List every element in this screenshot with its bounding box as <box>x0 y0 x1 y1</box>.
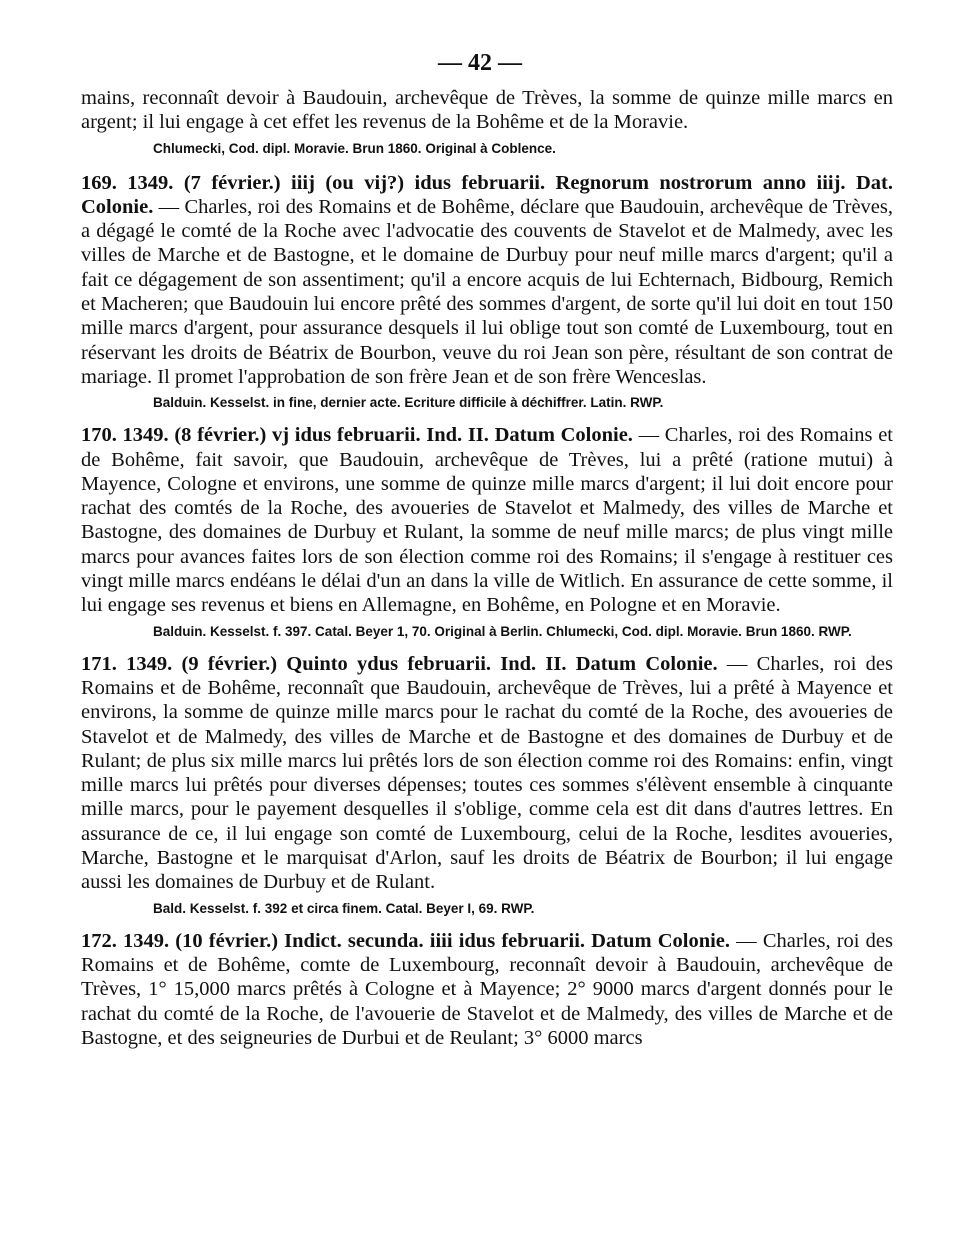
intro-source-note: Chlumecki, Cod. dipl. Moravie. Brun 1860. Original à Coblence. <box>153 140 556 156</box>
page-text <box>81 86 893 1050</box>
intro-paragraph: mains, reconnaît devoir à Baudouin, archevêque de Trèves, la somme de quinze mille marcs en argent; il lui engage à cet effet les revenus de la Bohême et de la Moravie. <box>81 87 893 134</box>
entry-body: — Charles, roi des Romains et de Bohême, fait savoir, que Baudouin, archevêque de Trèves, lui a prêté (ratione mutui) à Mayence, Cologne et environs, une somme de quinze mille marcs d'argent; il lui doit encore pour rachat des comtés de la Roche, des avoueries de Stavelot et Malmedy, des villes de Marche et Bastogne, des domaines de Durbuy et Rulant, la somme de neuf mille marcs; de plus vingt mille marcs pour avances faites lors de son élection comme roi des Romains; il s'engage à restituer ces vingt mille marcs endéans le délai d'un an dans la ville de Witlich. En assurance de cette somme, il lui engage ses revenus et biens en Allemagne, en Bohême, en Pologne et en Moravie. <box>81 424 893 617</box>
entry-172 <box>81 929 893 1050</box>
entry-source-note: Bald. Kesselst. f. 392 et circa finem. Catal. Beyer I, 69. RWP. <box>153 900 535 916</box>
entry-body: — Charles, roi des Romains et de Bohême, comte de Luxembourg, reconnaît devoir à Baudouin, archevêque de Trèves, 1° 15,000 marcs prêtés à Cologne et à Mayence; 2° 9000 marcs d'argent donnés pour le rachat du comté de la Roche, de l'avouerie de Stavelot et de Malmedy, des villes de Marche et de Bastogne, et des seigneuries de Durbui et de Reulant; 3° 6000 marcs <box>81 929 893 1049</box>
entry-170 <box>81 423 893 641</box>
entry-169 <box>81 171 893 414</box>
entry-heading: 171. 1349. (9 février.) Quinto ydus februarii. Ind. II. Datum Colonie. <box>81 652 718 675</box>
entry-171 <box>81 652 893 919</box>
entry-source-note: Balduin. Kesselst. in fine, dernier acte. Ecriture difficile à déchiffrer. Latin. RWP. <box>153 395 664 411</box>
entry-paragraph <box>81 423 893 617</box>
entry-paragraph <box>81 652 893 895</box>
intro-block <box>81 86 893 159</box>
entry-heading: 169. 1349. (7 février.) iiij (ou vij?) idus februarii. Regnorum nostrorum anno iiij. Dat. Colonie. <box>81 171 893 218</box>
entry-body: — Charles, roi des Romains et de Bohême, déclare que Baudouin, archevêque de Trèves, a dégagé le comté de la Roche avec l'advocatie des couvents de Stavelot et de Malmedy, avec les villes de Marche et de Bastogne, et le domaine de Durbuy pour neuf mille marcs d'argent; qu'il a fait ce dégagement de son assentiment; qu'il a encore acquis de lui Echternach, Bidbourg, Remich et Macheren; que Baudouin lui encore prêté des sommes d'argent, de sorte qu'il lui doit en tout 150 mille marcs d'argent, pour assurance desquels il lui oblige tout son comté de Luxembourg, tout en réservant les droits de Béatrix de Bourbon, veuve du roi Jean son père, résultant de son contrat de mariage. Il promet l'approbation de son frère Jean et de son frère Wenceslas. <box>81 195 893 388</box>
entry-paragraph <box>81 929 893 1050</box>
entry-source-note: Balduin. Kesselst. f. 397. Catal. Beyer 1, 70. Original à Berlin. Chlumecki, Cod. dipl. Moravie. Brun 1860. RWP. <box>153 623 852 639</box>
entry-heading: 170. 1349. (8 février.) vj idus februarii. Ind. II. Datum Colonie. <box>81 424 633 447</box>
page-number: — 42 — <box>438 50 522 76</box>
entry-heading: 172. 1349. (10 février.) Indict. secunda. iiii idus februarii. Datum Colonie. <box>81 929 731 952</box>
entry-paragraph <box>81 171 893 390</box>
entry-body: — Charles, roi des Romains et de Bohême, reconnaît que Baudouin, archevêque de Trèves, lui a prêté à Mayence et environs, la somme de quinze mille marcs pour le rachat du comté de la Roche, des avoueries de Stavelot et de Malmedy, des villes de Marche et de Bastogne et des domaines de Durbuy et de Rulant; de plus six mille marcs lui prêtés lors de son élection comme roi des Romains: enfin, vingt mille marcs lui prêtés pour diverses dépenses; toutes ces sommes s'élèvent ensemble à cinquante mille marcs, pour le payement desquelles il s'oblige, comme cela est dit dans d'autres lettres. En assurance de ce, il lui engage son comté de Luxembourg, celui de la Roche, lesdites avoueries, Marche, Bastogne et le marquisat d'Arlon, sauf les droits de Béatrix de Bourbon; il lui engage aussi les domaines de Durbuy et de Rulant. <box>81 652 893 894</box>
